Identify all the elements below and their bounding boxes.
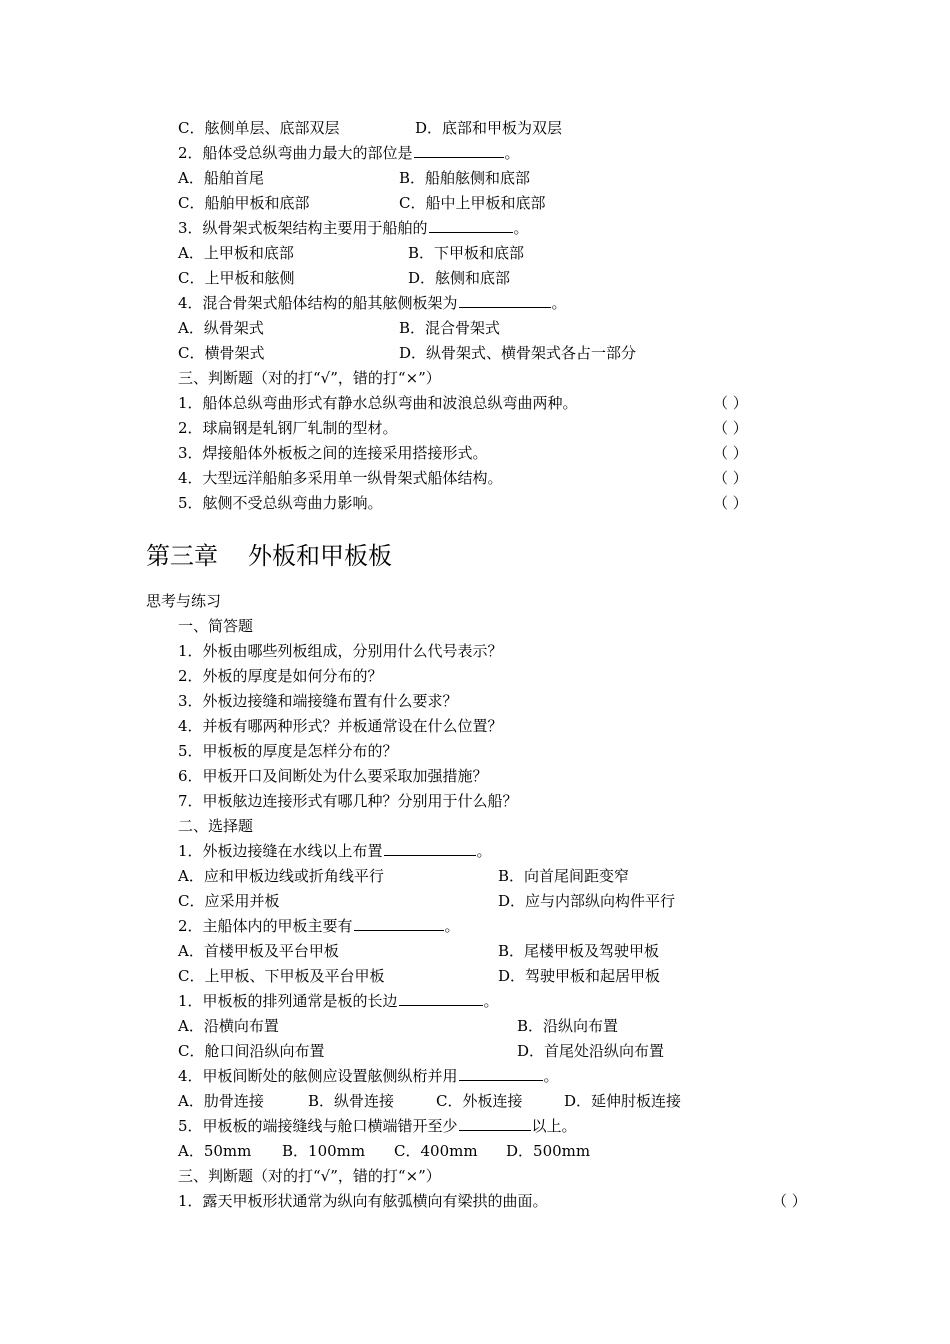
choice-q2-options-ab — [178, 941, 659, 961]
judge-section-title: 三、判断题（对的打“√”，错的打“×”） — [178, 369, 441, 387]
choice-q1 — [178, 841, 492, 861]
answer-blank — [399, 991, 483, 1006]
question-end: 。 — [483, 992, 499, 1010]
short-answer-item: 5．甲板板的厚度是怎样分布的？ — [178, 742, 398, 760]
choice-q2-options-cd — [178, 966, 660, 986]
option-c: C．舷侧单层、底部双层 — [178, 119, 340, 137]
choice-q3-options-cd — [178, 268, 510, 288]
choice-q4-options-ab — [178, 318, 500, 338]
question-end: 。 — [504, 144, 520, 162]
choice-q4 — [178, 293, 567, 313]
judge-item: 2．球扁钢是轧钢厂轧制的型材。 — [178, 419, 398, 437]
answer-blank — [354, 916, 444, 931]
option-a: A．沿横向布置 — [178, 1017, 279, 1035]
option-d: D．500mm — [506, 1142, 591, 1160]
option-c: C．400mm — [394, 1142, 478, 1160]
option-a: A．纵骨架式 — [178, 319, 264, 337]
option-b: B．沿纵向布置 — [517, 1017, 619, 1035]
answer-blank — [384, 841, 476, 856]
choice-q4-options-cd — [178, 343, 636, 363]
answer-blank — [459, 1116, 531, 1131]
judge-item: 1．船体总纵弯曲形式有静水总纵弯曲和波浪总纵弯曲两种。 — [178, 394, 578, 412]
answer-blank — [459, 1066, 543, 1081]
option-d: D．底部和甲板为双层 — [415, 119, 563, 137]
judge-section-title: 三、判断题（对的打“√”，错的打“×”） — [178, 1167, 441, 1185]
answer-parentheses[interactable]: （ ） — [713, 444, 748, 462]
question-text: 2．船体受总纵弯曲力最大的部位是 — [178, 144, 413, 162]
option-b: B．纵骨连接 — [308, 1092, 395, 1110]
option-d: C．船中上甲板和底部 — [399, 194, 546, 212]
choice-q2 — [178, 916, 460, 936]
question-end: 以上。 — [531, 1117, 577, 1135]
choice-q5-options — [178, 1141, 590, 1161]
chapter-number: 第三章 — [146, 542, 218, 570]
option-c: C．应采用并板 — [178, 892, 280, 910]
judge-item: 1．露天甲板形状通常为纵向有舷弧横向有梁拱的曲面。 — [178, 1192, 548, 1210]
question-text: 5．甲板板的端接缝线与舱口横端错开至少 — [178, 1117, 458, 1135]
choice-q4-options — [178, 1091, 681, 1111]
option-c: C．横骨架式 — [178, 344, 265, 362]
question-text: 1．甲板板的排列通常是板的长边 — [178, 992, 398, 1010]
chapter-title: 外板和甲板板 — [248, 542, 392, 570]
choice-q2-options-cd — [178, 193, 545, 213]
choice-q5 — [178, 1116, 577, 1136]
option-b: B．尾楼甲板及驾驶甲板 — [498, 942, 660, 960]
choice-q4 — [178, 1066, 559, 1086]
choice-q3-options-ab — [178, 243, 524, 263]
option-d: D．舷侧和底部 — [408, 269, 511, 287]
option-d: D．应与内部纵向构件平行 — [498, 892, 676, 910]
choice-q3 — [178, 218, 529, 238]
short-answer-title: 一、简答题 — [178, 617, 254, 635]
choice-q3-options-ab — [178, 1016, 618, 1036]
answer-blank — [459, 293, 551, 308]
option-d: D．驾驶甲板和起居甲板 — [498, 967, 661, 985]
short-answer-item: 1．外板由哪些列板组成，分别用什么代号表示？ — [178, 642, 503, 660]
option-a: A．船舶首尾 — [178, 169, 264, 187]
chapter-heading — [146, 540, 392, 572]
question-text: 1．外板边接缝在水线以上布置 — [178, 842, 383, 860]
choice-q1-options-cd — [178, 891, 675, 911]
judge-item: 5．舷侧不受总纵弯曲力影响。 — [178, 494, 383, 512]
question-text: 2．主船体内的甲板主要有 — [178, 917, 353, 935]
answer-blank — [414, 143, 504, 158]
question-text: 4．混合骨架式船体结构的船其舷侧板架为 — [178, 294, 458, 312]
option-c: C．船舶甲板和底部 — [178, 194, 310, 212]
short-answer-item: 6．甲板开口及间断处为什么要采取加强措施？ — [178, 767, 488, 785]
practice-heading: 思考与练习 — [146, 592, 222, 610]
option-a: A．上甲板和底部 — [178, 244, 294, 262]
option-b: B．100mm — [282, 1142, 366, 1160]
short-answer-item: 3．外板边接缝和端接缝布置有什么要求？ — [178, 692, 458, 710]
option-c: C．上甲板、下甲板及平台甲板 — [178, 967, 385, 985]
question-text: 4．甲板间断处的舷侧应设置舷侧纵桁并用 — [178, 1067, 458, 1085]
choice-q1-options-ab — [178, 866, 629, 886]
answer-parentheses[interactable]: （ ） — [713, 469, 748, 487]
judge-item: 4．大型远洋船舶多采用单一纵骨架式船体结构。 — [178, 469, 503, 487]
choice-q3 — [178, 991, 499, 1011]
answer-parentheses[interactable]: （ ） — [713, 394, 748, 412]
option-d: D．延伸肘板连接 — [564, 1092, 682, 1110]
option-b: B．船舶舷侧和底部 — [399, 169, 531, 187]
answer-parentheses[interactable]: （ ） — [713, 494, 748, 512]
answer-blank — [429, 218, 513, 233]
option-c: C．舱口间沿纵向布置 — [178, 1042, 325, 1060]
option-d: D．纵骨架式、横骨架式各占一部分 — [399, 344, 637, 362]
short-answer-item: 7．甲板舷边连接形式有哪几种？分别用于什么船？ — [178, 792, 518, 810]
option-a: A．应和甲板边线或折角线平行 — [178, 867, 384, 885]
option-b: B．混合骨架式 — [399, 319, 501, 337]
option-a: A．首楼甲板及平台甲板 — [178, 942, 339, 960]
question-text: 3．纵骨架式板架结构主要用于船舶的 — [178, 219, 428, 237]
choice-q2 — [178, 143, 520, 163]
question-end: 。 — [551, 294, 567, 312]
option-a: A．50mm — [178, 1142, 252, 1160]
question-end: 。 — [444, 917, 460, 935]
option-a: A．肋骨连接 — [178, 1092, 264, 1110]
option-c: C．外板连接 — [436, 1092, 523, 1110]
judge-item: 3．焊接船体外板板之间的连接采用搭接形式。 — [178, 444, 488, 462]
question-end: 。 — [543, 1067, 559, 1085]
choice-section-title: 二、选择题 — [178, 817, 254, 835]
choice-q3-options-cd — [178, 1041, 664, 1061]
option-b: B．向首尾间距变窄 — [498, 867, 630, 885]
option-b: B．下甲板和底部 — [408, 244, 525, 262]
choice-q2-options-ab — [178, 168, 530, 188]
option-c: C．上甲板和舷侧 — [178, 269, 295, 287]
short-answer-item: 2．外板的厚度是如何分布的？ — [178, 667, 383, 685]
question-end: 。 — [476, 842, 492, 860]
short-answer-item: 4．并板有哪两种形式？并板通常设在什么位置？ — [178, 717, 503, 735]
answer-parentheses[interactable]: （ ） — [713, 419, 748, 437]
answer-parentheses[interactable]: （ ） — [772, 1192, 807, 1210]
choice-q1-options-cd — [178, 118, 562, 138]
question-end: 。 — [513, 219, 529, 237]
option-d: D．首尾处沿纵向布置 — [517, 1042, 665, 1060]
